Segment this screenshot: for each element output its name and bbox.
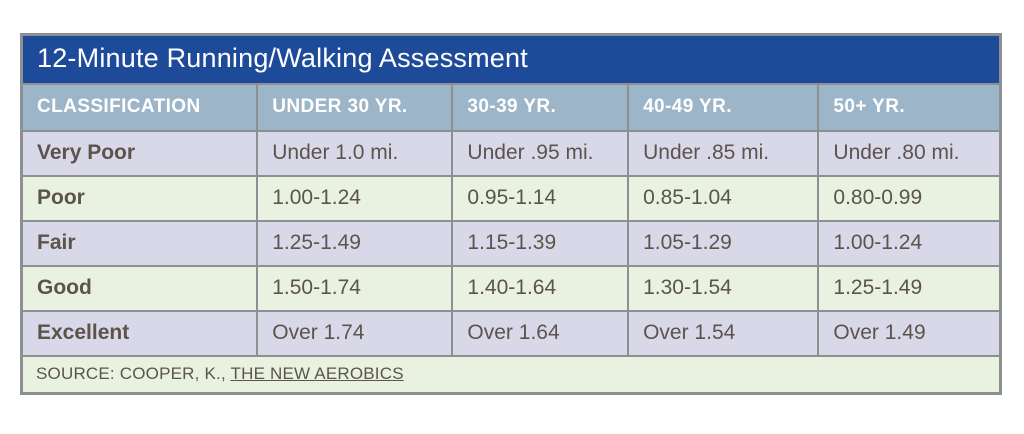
source-prefix: SOURCE: COOPER, K., [36, 363, 231, 383]
value-cell: 0.85-1.04 [628, 176, 818, 221]
assessment-table [23, 85, 999, 357]
value-cell: Over 1.64 [452, 311, 628, 356]
value-cell: Under 1.0 mi. [257, 131, 452, 176]
header-classification: CLASSIFICATION [23, 85, 257, 131]
header-row [23, 85, 999, 131]
value-cell: 0.95-1.14 [452, 176, 628, 221]
assessment-table-card [20, 33, 1002, 395]
source-work-title: THE NEW AEROBICS [230, 363, 404, 383]
value-cell: 0.80-0.99 [818, 176, 999, 221]
classification-cell: Excellent [23, 311, 257, 356]
value-cell: Over 1.74 [257, 311, 452, 356]
table-row-excellent [23, 311, 999, 356]
value-cell: Over 1.54 [628, 311, 818, 356]
value-cell: 1.00-1.24 [257, 176, 452, 221]
header-under-30: UNDER 30 YR. [257, 85, 452, 131]
value-cell: 1.25-1.49 [818, 266, 999, 311]
classification-cell: Good [23, 266, 257, 311]
table-title: 12-Minute Running/Walking Assessment [37, 43, 528, 73]
value-cell: Under .95 mi. [452, 131, 628, 176]
value-cell: 1.25-1.49 [257, 221, 452, 266]
header-40-49: 40-49 YR. [628, 85, 818, 131]
header-50-plus: 50+ YR. [818, 85, 999, 131]
value-cell: 1.15-1.39 [452, 221, 628, 266]
table-title-bar [23, 36, 999, 85]
value-cell: Under .80 mi. [818, 131, 999, 176]
value-cell: Under .85 mi. [628, 131, 818, 176]
value-cell: 1.50-1.74 [257, 266, 452, 311]
source-row [23, 357, 999, 392]
table-row-very-poor [23, 131, 999, 176]
header-30-39: 30-39 YR. [452, 85, 628, 131]
value-cell: Over 1.49 [818, 311, 999, 356]
table-row-fair [23, 221, 999, 266]
value-cell: 1.00-1.24 [818, 221, 999, 266]
table-row-poor [23, 176, 999, 221]
classification-cell: Poor [23, 176, 257, 221]
classification-cell: Fair [23, 221, 257, 266]
value-cell: 1.05-1.29 [628, 221, 818, 266]
classification-cell: Very Poor [23, 131, 257, 176]
table-row-good [23, 266, 999, 311]
value-cell: 1.30-1.54 [628, 266, 818, 311]
value-cell: 1.40-1.64 [452, 266, 628, 311]
